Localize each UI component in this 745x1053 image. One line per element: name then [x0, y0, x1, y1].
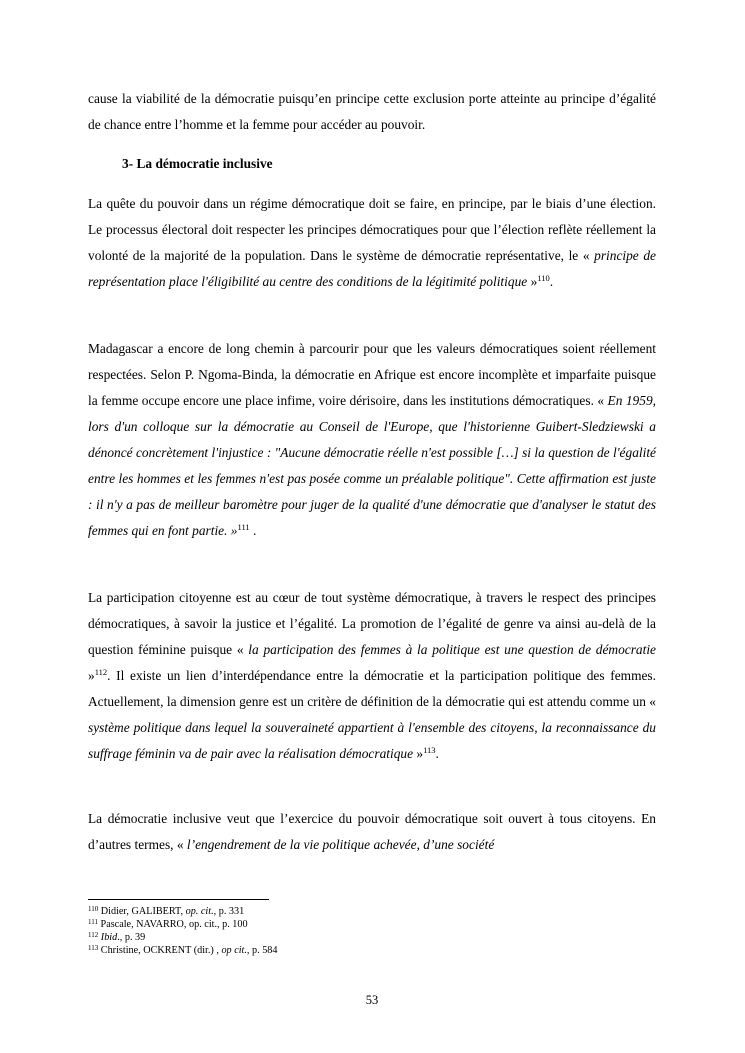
paragraph-4-text: La démocratie inclusive veut que l’exercice du pouvoir démocratique soit ouvert à tous citoyens. En d’autres termes, « — [88, 811, 656, 852]
paragraph-3-end: . — [435, 746, 439, 761]
footnote-number: 112 — [88, 931, 99, 939]
footnote-110 — [88, 906, 244, 919]
footnote-italic: Ibid — [100, 932, 118, 943]
footnote-italic: op. cit. — [185, 906, 214, 917]
paragraph-2 — [88, 336, 656, 544]
footnote-ref-113[interactable]: 113 — [423, 745, 436, 755]
paragraph-1-text: La quête du pouvoir dans un régime démocratique doit se faire, en principe, par le biais d’une élection. Le processus électoral doit respecter les principes démocratiques pour que l’élection reflète réellement la volonté de la majorité de la population. Dans le système de démocratie représentative, le « — [88, 196, 656, 263]
footnote-ref-111[interactable]: 111 — [237, 522, 250, 532]
footnote-number: 113 — [88, 944, 99, 952]
paragraph-3 — [88, 585, 656, 767]
paragraph-3-quote-1: la participation des femmes à la politique est une question de démocratie — [248, 642, 656, 657]
footnote-author: Pascale, NAVARRO, op. cit., p. 100 — [100, 919, 248, 930]
footnote-number: 110 — [88, 905, 99, 913]
footnote-number: 111 — [88, 918, 98, 926]
footnote-rest: , p. 584 — [246, 945, 278, 956]
paragraph-3-close-1: » — [88, 668, 95, 683]
continuation-paragraph: cause la viabilité de la démocratie puisqu’en principe cette exclusion porte atteinte au principe d’égalité de chance entre l’homme et la femme pour accéder au pouvoir. — [88, 91, 656, 132]
paragraph-3-text-b: . Il existe un lien d’interdépendance entre la démocratie et la participation politique des femmes. Actuellement, la dimension genre est un critère de définition de la démocratie qui est attendu comme un « — [88, 668, 656, 709]
footnote-rest: ., p. 39 — [117, 932, 146, 943]
paragraph-3-text-a: La participation citoyenne est au cœur de tout système démocratique, à travers le respect des principes démocratiques, à savoir la justice et l’égalité. La promotion de l’égalité de genre va ainsi au-delà de la question féminine puisque « — [88, 590, 656, 657]
footnote-author: Christine, OCKRENT (dir.) , — [100, 945, 222, 956]
footnote-separator — [88, 899, 269, 900]
footnote-ref-110[interactable]: 110 — [537, 273, 550, 283]
paragraph-4-quote: l’engendrement de la vie politique achevée, d’une société — [186, 837, 495, 852]
paragraph-3-quote-2: système politique dans lequel la souveraineté appartient à l'ensemble des citoyens, la reconnaissance du suffrage féminin va de pair avec la réalisation démocratique — [88, 720, 656, 761]
footnote-112 — [88, 932, 145, 945]
paragraph-1 — [88, 191, 656, 295]
footnote-rest: , p. 331 — [213, 906, 245, 917]
paragraph-2-quote: En 1959, lors d'un colloque sur la démocratie au Conseil de l'Europe, que l'historienne Guibert-Sledziewski a dénoncé concrètement l'injustice : "Aucune démocratie réelle n'est possible […] si la question de l'égalité entre les hommes et les femmes n'est pas posée comme un préalable politique". Cette affirmation est juste : il n'y a pas de meilleur baromètre pour juger de la qualité d'une démocratie que d'analyser le statut des femmes qui en font partie. » — [88, 393, 656, 538]
paragraph-3-close-2: » — [413, 746, 424, 761]
paragraph-1-end: . — [549, 274, 554, 289]
footnote-author: Didier, GALIBERT, — [100, 906, 186, 917]
paragraph-1-close: » — [527, 274, 538, 289]
footnote-113 — [88, 945, 277, 958]
paragraph-4 — [88, 806, 656, 858]
paragraph-2-text: Madagascar a encore de long chemin à parcourir pour que les valeurs démocratiques soient réellement respectées. Selon P. Ngoma-Binda, la démocratie en Afrique est encore incomplète et imparfaite puisque la femme occupe encore une place infime, voire dérisoire, dans les institutions démocratiques. « — [88, 341, 656, 408]
page-number: 53 — [365, 993, 379, 1007]
footnote-ref-112[interactable]: 112 — [94, 667, 108, 677]
paragraph-2-end: . — [249, 523, 257, 538]
paragraph-1-quote: principe de représentation place l'éligibilité au centre des conditions de la légitimité politique — [88, 248, 656, 289]
section-heading: 3- La démocratie inclusive — [122, 156, 273, 171]
footnote-italic: op cit. — [221, 945, 247, 956]
footnote-111 — [88, 919, 248, 932]
